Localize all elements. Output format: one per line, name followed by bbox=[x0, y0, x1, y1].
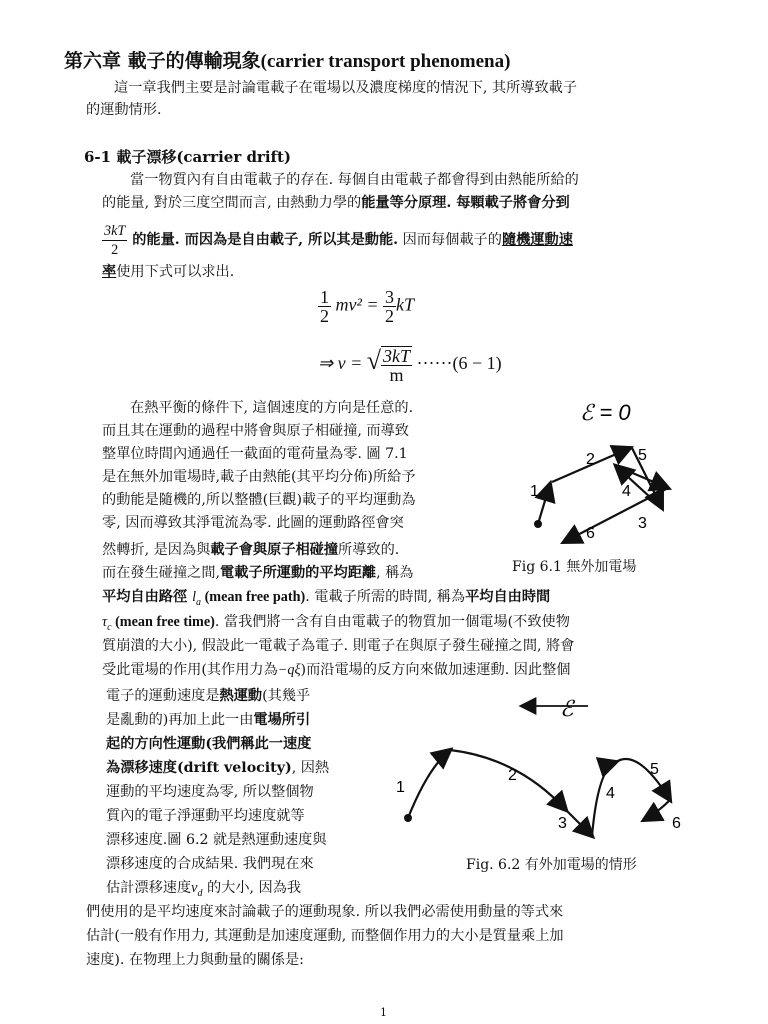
fraction-3kt-2: $\frac{3kT}{2}$ bbox=[104, 222, 126, 258]
fig2-label-5: 5 bbox=[650, 761, 659, 778]
p4-line-1: 電子的運動速度是熱運動(其幾乎 bbox=[106, 688, 311, 704]
fig1-segment-6 bbox=[564, 488, 668, 542]
p1-line-4: 率使用下式可以求出. bbox=[102, 264, 235, 280]
p2-line-1: 在熱平衡的條件下, 這個速度的方向是任意的. bbox=[130, 400, 414, 416]
fig1-label-1: 1 bbox=[530, 483, 539, 500]
fig2-segment-3 bbox=[566, 810, 592, 836]
p4-line-8: 漂移速度的合成結果. 我們現在來 bbox=[106, 856, 314, 872]
fig1-segment-1 bbox=[538, 484, 550, 524]
p4-line-7: 漂移速度.圖 6.2 就是熱運動速度與 bbox=[106, 832, 327, 848]
p4-line-6: 質內的電子淨運動平均速度就等 bbox=[106, 808, 305, 824]
fig2-label-2: 2 bbox=[508, 767, 517, 784]
page-number: 1 bbox=[380, 1006, 387, 1019]
chapter-title: 第六章 載子的傳輸現象(carrier transport phenomena) bbox=[64, 50, 511, 72]
p5-line-3: 速度). 在物理上力與動量的關係是: bbox=[86, 952, 304, 968]
fig2-segment-6 bbox=[644, 800, 670, 820]
fig2-segment-5 bbox=[616, 759, 670, 800]
equation-kinetic-energy: $\frac{1}{2}$ mv² = $\frac{3}{2}$ kT bbox=[320, 287, 415, 326]
p2-line-6: 零, 因而導致其淨電流為零. 此圖的運動路徑會突 bbox=[102, 515, 404, 531]
figure-6-2 bbox=[388, 688, 708, 848]
p4-line-4: 為漂移速度(drift velocity), 因熱 bbox=[106, 760, 330, 776]
fig2-start-dot bbox=[404, 814, 412, 822]
fig2-segment-1 bbox=[408, 750, 450, 818]
fig2-field-label: ℰ bbox=[560, 696, 574, 721]
fig2-label-1: 1 bbox=[396, 779, 405, 796]
fig2-caption: Fig. 6.2 有外加電場的情形 bbox=[466, 857, 637, 873]
intro-line-2: 的運動情形. bbox=[86, 102, 162, 118]
fig1-label-2: 2 bbox=[586, 451, 595, 468]
figure-6-1 bbox=[520, 392, 720, 552]
p5-line-1: 們使用的是平均速度來討論載子的運動現象. 所以我們必需使用動量的等式來 bbox=[86, 904, 564, 920]
p2-line-3: 整單位時間內通過任一截面的電荷量為零. 圖 7.1 bbox=[102, 446, 408, 462]
p1-line-1: 當一物質內有自由電載子的存在. 每個自由電載子都會得到由熱能所給的 bbox=[130, 172, 579, 188]
fig2-label-3: 3 bbox=[558, 815, 567, 832]
p2-line-2: 而且其在運動的過程中將會與原子相碰撞, 而導致 bbox=[102, 423, 409, 439]
p4-line-9: 估計漂移速度$v_d$ 的大小, 因為我 bbox=[106, 880, 302, 899]
fig2-path bbox=[408, 750, 670, 836]
p3-line-3: 質崩潰的大小), 假設此一電載子為電子. 則電子在與原子發生碰撞之間, 將會 bbox=[102, 638, 575, 654]
p1-line-3: $\frac{3kT}{2}$ 的能量. 而因為是自由載子, 所以其是動能. 因而每個載子的隨機運動速 bbox=[104, 222, 573, 258]
fig1-caption: Fig 6.1 無外加電場 bbox=[512, 559, 637, 575]
p3-line-2: $\tau_c$ (mean free time). 當我們將一含有自由電載子的物質加一個電場(不致使物 bbox=[102, 614, 570, 633]
p2-line-7: 然轉折, 是因為與載子會與原子相碰撞所導致的. bbox=[102, 542, 400, 558]
p2-line-8: 而在發生碰撞之間,電載子所運動的平均距離, 稱為 bbox=[102, 565, 414, 581]
p2-line-5: 的動能是隨機的,所以整體(巨觀)載子的平均運動為 bbox=[102, 492, 416, 508]
fig1-label-3: 3 bbox=[638, 515, 647, 532]
p3-line-1: 平均自由路徑 $l_a$ (mean free path). 電載子所需的時間, 稱為平均自由時間 bbox=[102, 589, 551, 608]
p2-line-4: 是在無外加電場時,載子由熱能(其平均分佈)所給予 bbox=[102, 469, 416, 485]
fig1-field-label: ℰ = 0 bbox=[580, 400, 631, 425]
section-heading: 6-1 載子漂移(carrier drift) bbox=[84, 148, 292, 166]
p4-line-3: 起的方向性運動(我們稱此一速度 bbox=[106, 736, 312, 752]
p3-line-4: 受此電場的作用(其作用力為−qξ)而沿電場的反方向來做加速運動. 因此整個 bbox=[102, 662, 571, 678]
fig1-label-4: 4 bbox=[622, 483, 631, 500]
p1-line-2: 的能量, 對於三度空間而言, 由熱動力學的能量等分原理. 每顆載子將會分到 bbox=[102, 195, 570, 211]
p4-line-2: 是亂動的)再加上此一由電場所引 bbox=[106, 712, 311, 728]
p4-line-5: 運動的平均速度為零, 所以整個物 bbox=[106, 784, 314, 800]
fig1-label-6: 6 bbox=[586, 525, 595, 542]
p5-line-2: 估計(一般有作用力, 其運動是加速度運動, 而整個作用力的大小是質量乘上加 bbox=[86, 928, 564, 944]
fig2-label-6: 6 bbox=[672, 815, 681, 832]
intro-line-1: 這一章我們主要是討論電載子在電場以及濃度梯度的情況下, 其所導致載子 bbox=[114, 80, 578, 96]
fig2-label-4: 4 bbox=[606, 785, 615, 802]
equation-6-1: ⇒ v = √ $\frac{3kT}{m}$ ······(6 − 1) bbox=[318, 346, 502, 385]
fig1-start-dot bbox=[534, 520, 542, 528]
fig1-path bbox=[538, 448, 668, 542]
fig1-label-5: 5 bbox=[638, 447, 647, 464]
